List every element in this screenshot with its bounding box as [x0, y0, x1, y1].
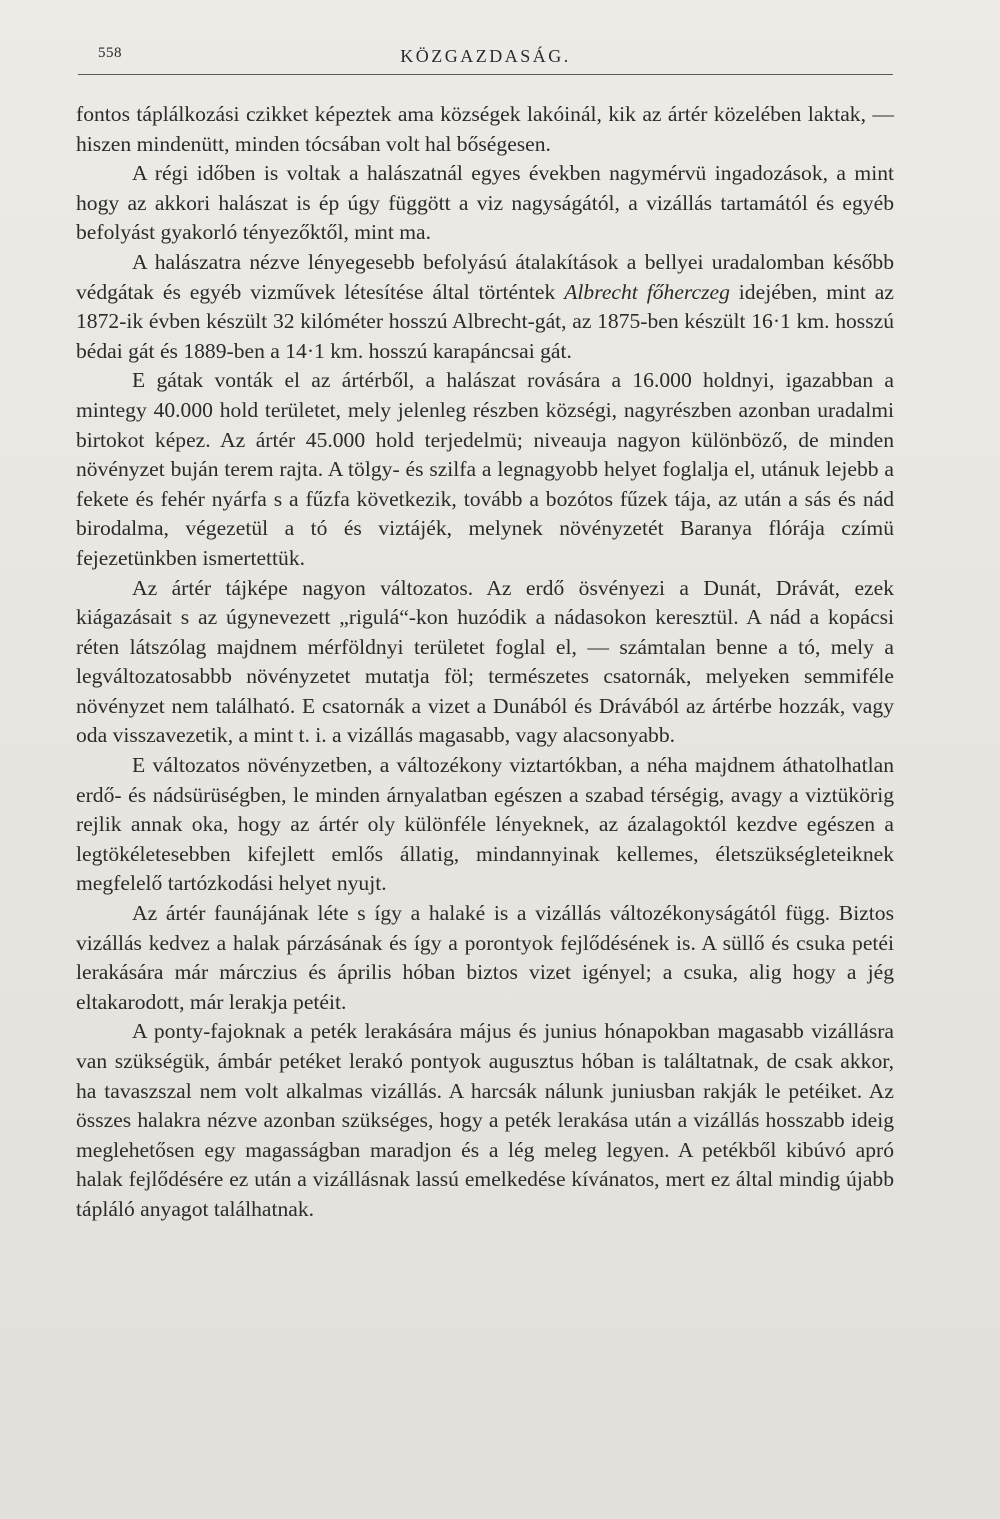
italic-name: Albrecht főherczeg: [564, 279, 730, 304]
paragraph-2: A régi időben is voltak a halászatnál egyes években nagymérvü ingadozások, a mint hogy az akkori halászat is ép úgy függött a viz nagyságától, a vizállás tartamától és egyéb befolyást gyakorló tényezőktől, mint ma.: [76, 161, 894, 245]
paragraph-3: A halászatra nézve lényegesebb befolyású átalakítások a bellyei uradalomban később védgátak és egyéb vizművek létesítése által történtek Albrecht főherczeg idejében, mint az 1872-ik évben készült 32 kilóméter hosszú Albrecht-gát, az 1875-ben készült 16·1 km. hosszú bédai gát és 1889-ben a 14·1 km. hosszú karapáncsai gát.: [76, 249, 894, 363]
page-number: 558: [98, 45, 122, 61]
page-header: [78, 40, 893, 75]
paragraph-1: fontos táplálkozási czikket képeztek ama községek lakóinál, kik az ártér közelében laktak, — hiszen mindenütt, minden tócsában volt hal bőségesen.: [76, 102, 894, 156]
paragraph-7: Az ártér faunájának léte s így a halaké is a vizállás változékonyságától függ. Biztos vizállás kedvez a halak párzásának és így a porontyok fejlődésének is. A süllő és csuka petéi lerakására már márczius és április hóban biztos vizet igényel; a csuka, alig hogy a jég eltakarodott, már lerakja petéit.: [76, 901, 894, 1014]
body-text: [76, 100, 894, 1225]
paragraph-4: E gátak vonták el az ártérből, a halászat rovására a 16.000 holdnyi, igazabban a mintegy 40.000 hold területet, mely jelenleg részben községi, nagyrészben azonban uradalmi birtokot képez. Az ártér 45.000 hold terjedelmü; niveauja nagyon különböző, de minden növényzet buján terem rajta. A tölgy- és szilfa a legnagyobb helyet foglalja el, utánuk lejebb a fekete és fehér nyárfa s a fűzfa következik, tovább a bozótos fűzek tája, az után a sás és nád birodalma, végezetül a tó és viztájék, melynek növényzetét Baranya flórája czímü fejezetünkben ismertettük.: [76, 368, 894, 570]
paragraph-6: E változatos növényzetben, a változékony viztartókban, a néha majdnem áthatolhatlan erdő- és nádsürüségben, le minden árnyalatban egészen a szabad térségig, avagy a viztükörig rejlik annak oka, hogy az ártér oly különféle lényeknek, az ázalagoktól kezdve egészen a legtökéletesebben kifejlett emlős állatig, mindannyinak kellemes, életszükségleteiknek megfelelő tartózkodási helyet nyujt.: [76, 753, 894, 896]
running-head: KÖZGAZDASÁG.: [400, 46, 571, 66]
paragraph-5: Az ártér tájképe nagyon változatos. Az erdő ösvényezi a Dunát, Drávát, ezek kiágazásait s az úgynevezett „rigulá“-kon huzódik a nádasokon keresztül. A nád a kopácsi réten látszólag majdnem mérföldnyi területet foglal el, — számtalan benne a tó, mely a legváltozatosabbb növényzetet mutatja föl; természetes csatornák, melyeken semmiféle növényzet nem található. E csatornák a vizet a Dunából és Drávából az ártérbe hozzák, vagy oda visszavezetik, a mint t. i. a vizállás magasabb, vagy alacsonyabb.: [76, 575, 894, 748]
paragraph-8: A ponty-fajoknak a peték lerakására május és junius hónapokban magasabb vizállásra van szükségük, ámbár petéket lerakó pontyok augusztus hóban is találtatnak, de csak akkor, ha tavaszszal nem volt alkalmas vizállás. A harcsák nálunk juniusban rakják le petéiket. Az összes halakra nézve azonban szükséges, hogy a peték lerakása után a vizállás hosszabb ideig meglehetősen egy magasságban maradjon és a lég meleg legyen. A petékből kibúvó apró halak fejlődésére ez után a vizállásnak lassú emelkedése kívánatos, mert ez által mindig újabb tápláló anyagot találhatnak.: [76, 1019, 894, 1221]
